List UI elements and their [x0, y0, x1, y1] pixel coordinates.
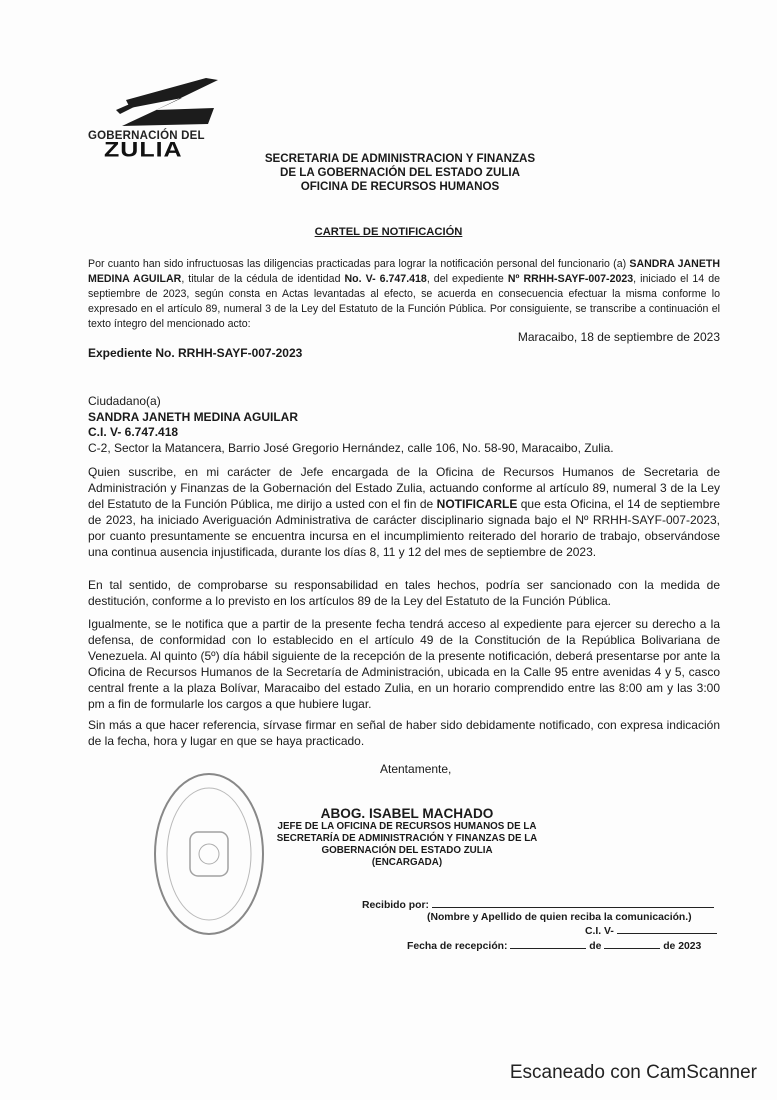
expediente-number: Expediente No. RRHH-SAYF-007-2023 [88, 346, 303, 360]
logo-line2: ZULIA [104, 138, 183, 162]
document-title: CARTEL DE NOTIFICACIÓN [314, 226, 463, 238]
body-paragraph-4: Sin más a que hacer referencia, sírvase firmar en señal de haber sido debidamente notificado, con expresa indicación de la fecha, hora y lugar en que se haya practicado. [88, 718, 720, 748]
place-date: Maracaibo, 18 de septiembre de 2023 [517, 330, 720, 344]
signatory-role: SECRETARÍA DE ADMINISTRACIÓN Y FINANZAS DE LA [276, 833, 538, 844]
letterhead-line: SECRETARIA DE ADMINISTRACION Y FINANZAS [264, 152, 536, 165]
signatory-role: (ENCARGADA) [371, 857, 443, 868]
recipient-name: SANDRA JANETH MEDINA AGUILAR [88, 409, 298, 424]
letterhead-line: DE LA GOBERNACIÓN DEL ESTADO ZULIA [279, 166, 521, 179]
signatory-role: JEFE DE LA OFICINA DE RECURSOS HUMANOS DE LA [277, 821, 537, 832]
official-seal-stamp [150, 770, 268, 938]
gobernacion-zulia-logo [86, 74, 246, 164]
body-paragraph-3: Igualmente, se le notifica que a partir de la presente fecha tendrá acceso al expediente para ejercer su derecho a la defensa, de conformidad con lo establecido en el artículo 49 de la Constitución de la República Bolivariana de Venezuela. Al quinto (5º) día hábil siguiente de la recepción de la presente notificación, deberá presentarse por ante la Oficina de Recursos Humanos de la Secretaría de Administración, ubicada en la Calle 95 entre avenidas 4 y 5, casco central frente a la plaza Bolívar, Maracaibo del estado Zulia, en un horario comprendido entre las 8:00 am y las 3:00 pm a fin de formularle los cargos a que hubiere lugar. [88, 617, 720, 711]
signature-block [262, 806, 552, 869]
signatory-role: GOBERNACIÓN DEL ESTADO ZULIA [321, 845, 493, 856]
body-paragraph-1: Quien suscribe, en mi carácter de Jefe encargada de la Oficina de Recursos Humanos de Secretaria de Administración y Finanzas de la Gobernación del Estado Zulia, actuando conforme al artículo 89, numeral 3 de la Ley del Estatuto de la Función Pública, me dirijo a usted con el fin de NOTIFICARLE que esta Oficina, el 14 de septiembre de 2023, ha iniciado Averiguación Administrativa de carácter disciplinario signada bajo el Nº RRHH-SAYF-007-2023, por cuanto presuntamente se encuentra incursa en el incumplimiento reiterado del horario de trabajo, observándose una continua ausencia injustificada, durante los días 8, 11 y 12 del mes de septiembre de 2023. [88, 465, 720, 559]
camscanner-watermark: Escaneado con CamScanner [509, 1062, 757, 1083]
signatory-name: ABOG. ISABEL MACHADO [320, 806, 494, 821]
recipient-address: C-2, Sector la Matancera, Barrio José Gregorio Hernández, calle 106, No. 58-90, Maracaibo, Zulia. [88, 440, 614, 455]
reception-date-field: Fecha de recepción: de de 2023 [407, 941, 702, 952]
received-name-hint: (Nombre y Apellido de quien reciba la comunicación.) [427, 912, 692, 923]
letterhead [230, 152, 570, 194]
zulia-emblem-icon [86, 74, 246, 134]
closing: Atentamente, [380, 762, 452, 776]
recipient-ci: C.I. V- 6.747.418 [88, 425, 179, 439]
intro-paragraph: Por cuanto han sido infructuosas las diligencias practicadas para lograr la notificación personal del funcionario (a) SANDRA JANETH MEDINA AGUILAR, titular de la cédula de identidad No. V- 6.747.418, del expediente Nº RRHH-SAYF-007-2023, iniciado el 14 de septiembre de 2023, según consta en Actas levantadas al efecto, se acuerda en consecuencia efectuar la misma conforme lo expresado en el artículo 89, numeral 3 de la Ley del Estatuto de la Función Pública. Por consiguiente, se transcribe a continuación el texto íntegro del mencionado acto: [88, 258, 721, 330]
recipient-block [88, 394, 614, 456]
letterhead-line: OFICINA DE RECURSOS HUMANOS [300, 180, 500, 193]
received-by-field: Recibido por: [362, 900, 714, 911]
salutation: Ciudadano(a) [88, 394, 161, 408]
body-paragraph-2: En tal sentido, de comprobarse su responsabilidad en tales hechos, podría ser sancionado con la medida de destitución, conforme a lo previsto en los artículos 89 de la Ley del Estatuto de la Función Pública. [88, 578, 720, 608]
logo-line1: GOBERNACIÓN DEL [88, 130, 205, 142]
received-ci-field: C.I. V- [585, 926, 717, 937]
